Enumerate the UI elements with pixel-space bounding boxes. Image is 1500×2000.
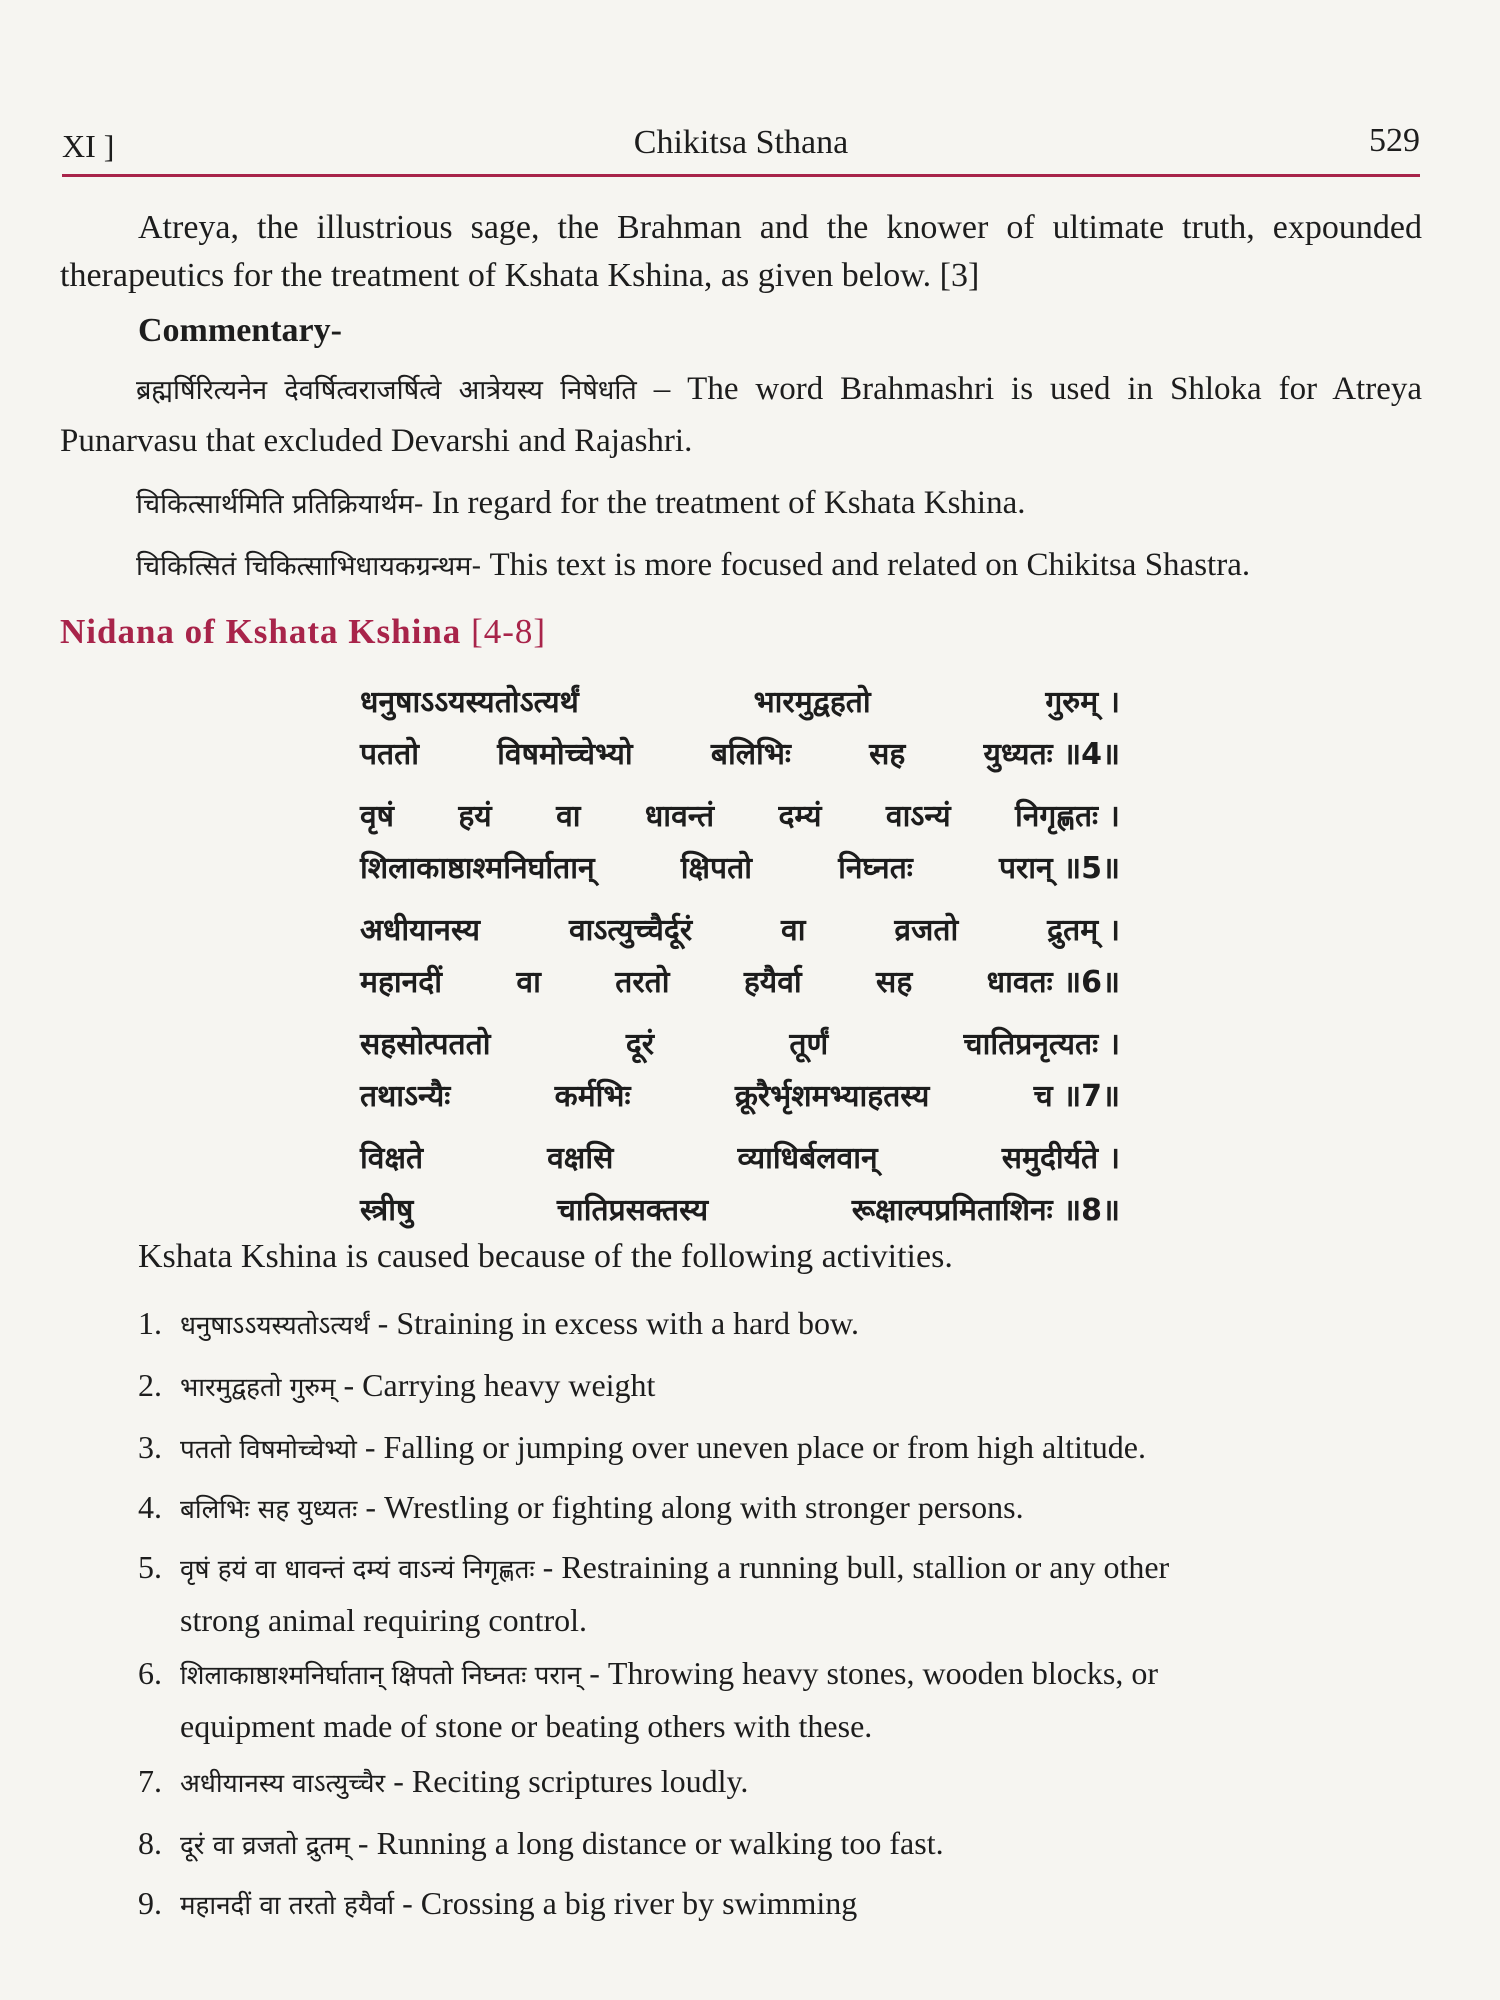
page-number: 529 (1369, 122, 1420, 159)
list-text: - Carrying heavy weight (335, 1367, 656, 1403)
shloka-word: परान् ॥5॥ (998, 851, 1120, 886)
causes-intro: Kshata Kshina is caused because of the following activities. (138, 1238, 953, 1275)
shloka-word: कर्मभिः (554, 1079, 631, 1114)
shloka-word: वृषं (360, 799, 395, 834)
shloka-word: विषमोच्चेभ्यो (497, 737, 633, 772)
shloka-line (360, 732, 1120, 773)
list-number: 1. (138, 1305, 162, 1341)
list-text: - Wrestling or fighting along with stronger persons. (357, 1489, 1024, 1525)
list-item (138, 1298, 1424, 1351)
list-text: - Falling or jumping over uneven place or from high altitude. (356, 1429, 1146, 1465)
shloka-word: धावतः ॥6॥ (986, 965, 1120, 1000)
shloka-word: सहसोत्पततो (360, 1027, 491, 1062)
gloss-term: चिकित्सितं चिकित्साभिधायकग्रन्थम- (136, 551, 482, 582)
shloka-line (360, 794, 1120, 835)
chapter-marker: XI ] (62, 128, 115, 164)
running-header (62, 118, 1420, 177)
commentary-heading: Commentary- (138, 312, 342, 349)
shloka-word: सह (876, 965, 913, 1000)
shloka-word: हयैर्वा (743, 965, 802, 1000)
shloka-word: गुरुम् । (1045, 685, 1120, 720)
shloka-line (360, 846, 1120, 887)
shloka-word: धनुषाऽऽयस्यतोऽत्यर्थं (360, 685, 579, 720)
list-term: दूरं वा व्रजतो द्रुतम् (180, 1831, 350, 1861)
list-item (138, 1360, 1424, 1413)
list-item (138, 1756, 1424, 1809)
gloss-term: चिकित्सार्थमिति प्रतिक्रियार्थम- (136, 489, 424, 520)
list-number: 2. (138, 1367, 162, 1403)
shloka-word: समुदीर्यते । (1001, 1141, 1120, 1176)
shloka-line (360, 1074, 1120, 1115)
list-item (138, 1542, 1424, 1645)
section-verse-ref: [4-8] (471, 612, 547, 651)
list-text: - Restraining a running bull, stallion or any other (534, 1549, 1170, 1585)
section-heading (60, 612, 546, 652)
shloka-word: तथाऽन्यैः (360, 1079, 451, 1114)
shloka-word: सह (869, 737, 906, 772)
list-term: भारमुद्वहतो गुरुम् (180, 1373, 336, 1403)
shloka-word: चातिप्रनृत्यतः । (963, 1027, 1120, 1062)
list-item (138, 1422, 1424, 1475)
shloka-word: युध्यतः ॥4॥ (983, 737, 1120, 772)
commentary-gloss-2 (136, 478, 1426, 530)
shloka-word: धावन्तं (644, 799, 715, 834)
shloka-line (360, 908, 1120, 949)
shloka-line (360, 1136, 1120, 1177)
list-term: अधीयानस्य वाऽत्युच्चैर (180, 1769, 386, 1799)
shloka-word: निगृह्णतः । (1014, 799, 1120, 834)
shloka-word: बलिभिः (710, 737, 791, 772)
shloka-word: भारमुद्वहतो (753, 685, 871, 720)
section-title-text: Nidana of Kshata Kshina (60, 612, 462, 651)
list-text: - Reciting scriptures loudly. (385, 1763, 749, 1799)
shloka-word: दम्यं (778, 799, 822, 834)
list-text: - Running a long distance or walking too fast. (349, 1825, 944, 1861)
shloka-word: व्रजतो (894, 913, 959, 948)
shloka-line (360, 1188, 1120, 1229)
shloka-word: व्याधिर्बलवान् (737, 1141, 878, 1176)
shloka-word: तरतो (615, 965, 670, 1000)
intro-paragraph (60, 204, 1422, 300)
gloss-text: In regard for the treatment of Kshata Kshina. (423, 485, 1026, 521)
shloka-line (360, 680, 1120, 721)
list-term: शिलाकाष्ठाश्मनिर्घातान् क्षिपतो निघ्नतः परान् (180, 1661, 582, 1691)
shloka-word: द्रुतम् । (1047, 913, 1120, 948)
shloka-word: निघ्नतः (838, 851, 913, 886)
list-term: पततो विषमोच्चेभ्यो (180, 1435, 357, 1465)
shloka-word: च ॥7॥ (1033, 1079, 1120, 1114)
shloka-word: क्षिपतो (680, 851, 752, 886)
shloka-word: महानदीं (360, 965, 442, 1000)
intro-paragraph-text: Atreya, the illustrious sage, the Brahman and the knower of ultimate truth, expounded therapeutics for the treatment of Kshata Kshina, as given below. [3] (60, 209, 1422, 294)
shloka-word: वाऽन्यं (885, 799, 951, 834)
list-number: 6. (138, 1655, 162, 1691)
shloka-word: रूक्षाल्पप्रमिताशिनः ॥8॥ (851, 1193, 1120, 1228)
list-text: - Throwing heavy stones, wooden blocks, or (581, 1655, 1159, 1691)
shloka-line (360, 1022, 1120, 1063)
gloss-term: ब्रह्मर्षिरित्यनेन देवर्षित्वराजर्षित्वे आत्रेयस्य निषेधति (136, 375, 637, 406)
shloka-word: हयं (458, 799, 492, 834)
shloka-word: क्रूरैर्भृशमभ्याहतस्य (734, 1079, 930, 1114)
list-item (138, 1482, 1424, 1535)
list-item (138, 1648, 1424, 1751)
shloka-word: चातिप्रसक्तस्य (556, 1193, 709, 1228)
shloka-word: अधीयानस्य (360, 913, 481, 948)
list-text: - Crossing a big river by swimming (394, 1885, 858, 1921)
list-number: 3. (138, 1429, 162, 1465)
shloka-word: विक्षते (360, 1141, 424, 1176)
shloka-word: वाऽत्युच्चैर्दूरं (568, 913, 693, 948)
shloka-word: पततो (360, 737, 420, 772)
list-text-continued: equipment made of stone or beating others with these. (180, 1708, 873, 1744)
list-text-continued: strong animal requiring control. (180, 1602, 588, 1638)
shloka-word: वा (556, 799, 581, 834)
commentary-gloss-3 (136, 540, 1426, 592)
list-number: 5. (138, 1549, 162, 1585)
list-text: - Straining in excess with a hard bow. (369, 1305, 860, 1341)
commentary-gloss-1 (60, 364, 1422, 466)
gloss-text: – The word Brahmashri is used in Shloka for Atreya Punarvasu that excluded Devarshi and Rajashri. (60, 371, 1423, 459)
running-title: Chikitsa Sthana (633, 124, 849, 161)
shloka-word: शिलाकाष्ठाश्मनिर्घातान् (360, 851, 595, 886)
list-term: वृषं हयं वा धावन्तं दम्यं वाऽन्यं निगृह्णतः (180, 1555, 535, 1585)
shloka-word: वक्षसि (547, 1141, 614, 1176)
list-item (138, 1878, 1424, 1931)
shloka-word: स्त्रीषु (360, 1193, 414, 1228)
list-term: महानदीं वा तरतो हयैर्वा (180, 1891, 395, 1921)
list-item (138, 1818, 1424, 1871)
list-number: 4. (138, 1489, 162, 1525)
shloka-line (360, 960, 1120, 1001)
list-term: धनुषाऽऽयस्यतोऽत्यर्थं (180, 1311, 370, 1341)
gloss-text: This text is more focused and related on Chikitsa Shastra. (481, 547, 1251, 583)
shloka-word: वा (516, 965, 541, 1000)
list-number: 9. (138, 1885, 162, 1921)
shloka-word: वा (781, 913, 806, 948)
shloka-word: तूर्णं (789, 1027, 829, 1062)
list-number: 7. (138, 1763, 162, 1799)
list-number: 8. (138, 1825, 162, 1861)
list-term: बलिभिः सह युध्यतः (180, 1495, 358, 1525)
shloka-word: दूरं (625, 1027, 655, 1062)
